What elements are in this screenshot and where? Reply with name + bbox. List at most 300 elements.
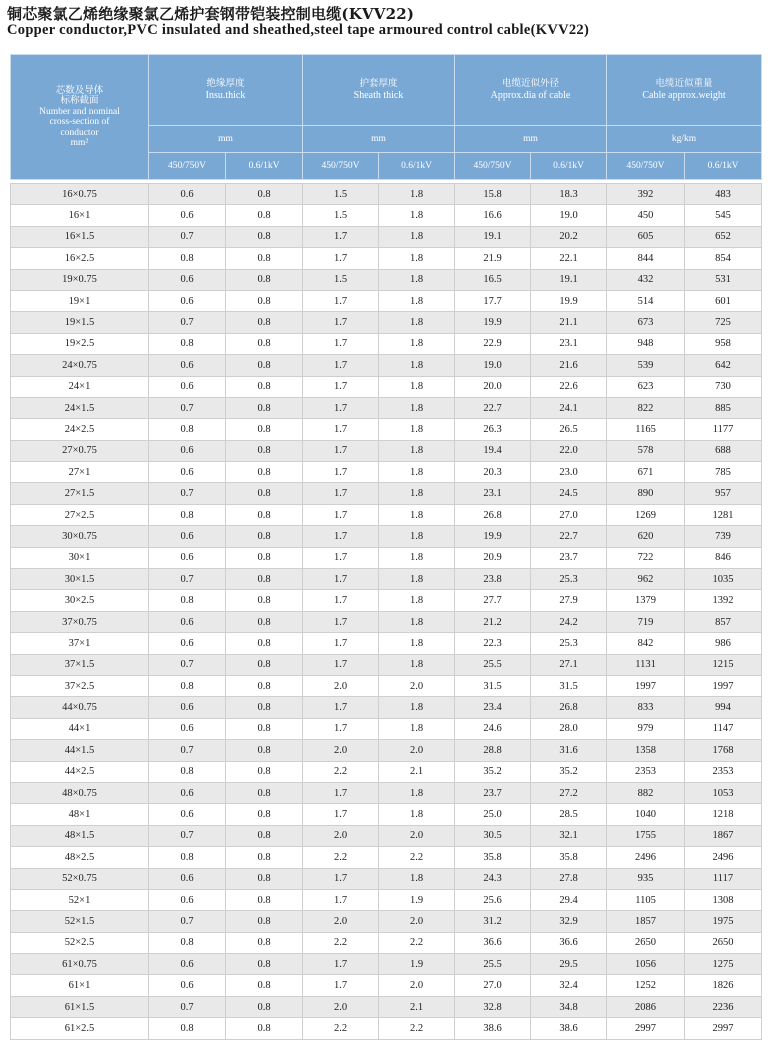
- table-cell: 1.8: [379, 569, 455, 590]
- table-cell: 27.9: [531, 590, 607, 611]
- table-cell: 25.5: [455, 654, 531, 675]
- table-cell: 0.8: [226, 419, 303, 440]
- table-cell: 1.7: [303, 504, 379, 525]
- table-cell: 19.9: [531, 290, 607, 311]
- table-cell: 32.1: [531, 825, 607, 846]
- table-cell: 0.8: [226, 975, 303, 996]
- table-cell: 1.7: [303, 462, 379, 483]
- table-cell: 23.1: [455, 483, 531, 504]
- table-cell: 0.8: [226, 697, 303, 718]
- table-cell: 16.5: [455, 269, 531, 290]
- table-row: [11, 654, 762, 675]
- table-cell: 1177: [685, 419, 762, 440]
- table-cell: 0.6: [149, 205, 226, 226]
- table-cell: 22.3: [455, 633, 531, 654]
- table-cell: 0.8: [226, 996, 303, 1017]
- table-cell: 0.8: [149, 761, 226, 782]
- table-cell: 1.7: [303, 782, 379, 803]
- table-cell: 28.5: [531, 804, 607, 825]
- conductor-size-cell: 16×1: [11, 205, 149, 226]
- header-sheath: [303, 55, 455, 126]
- table-cell: 1.7: [303, 611, 379, 632]
- table-cell: 0.8: [226, 889, 303, 910]
- table-cell: 22.1: [531, 248, 607, 269]
- table-cell: 0.8: [226, 184, 303, 205]
- table-cell: 0.7: [149, 397, 226, 418]
- table-cell: 29.4: [531, 889, 607, 910]
- table-cell: 31.6: [531, 740, 607, 761]
- table-cell: 1252: [607, 975, 685, 996]
- table-cell: 1.7: [303, 633, 379, 654]
- conductor-size-cell: 61×2.5: [11, 1018, 149, 1039]
- voltage-label: 450/750V: [455, 153, 531, 180]
- table-cell: 27.1: [531, 654, 607, 675]
- conductor-size-cell: 48×1.5: [11, 825, 149, 846]
- table-cell: 0.6: [149, 782, 226, 803]
- table-cell: 539: [607, 355, 685, 376]
- table-cell: 0.6: [149, 697, 226, 718]
- table-cell: 1768: [685, 740, 762, 761]
- table-cell: 1379: [607, 590, 685, 611]
- table-cell: 1.8: [379, 718, 455, 739]
- table-cell: 2.0: [379, 675, 455, 696]
- conductor-size-cell: 48×0.75: [11, 782, 149, 803]
- table-cell: 962: [607, 569, 685, 590]
- table-cell: 1867: [685, 825, 762, 846]
- table-cell: 673: [607, 312, 685, 333]
- table-cell: 25.3: [531, 569, 607, 590]
- table-cell: 1.7: [303, 290, 379, 311]
- table-cell: 1147: [685, 718, 762, 739]
- table-cell: 2.0: [303, 740, 379, 761]
- table-cell: 1.7: [303, 590, 379, 611]
- voltage-label: 0.6/1kV: [531, 153, 607, 180]
- table-cell: 890: [607, 483, 685, 504]
- table-cell: 0.8: [226, 397, 303, 418]
- conductor-size-cell: 16×1.5: [11, 226, 149, 247]
- table-cell: 885: [685, 397, 762, 418]
- table-cell: 1.8: [379, 269, 455, 290]
- table-cell: 0.8: [226, 226, 303, 247]
- table-row: [11, 932, 762, 953]
- header-weight: [607, 55, 762, 126]
- table-cell: 1997: [685, 675, 762, 696]
- table-cell: 1.7: [303, 440, 379, 461]
- table-cell: 2997: [685, 1018, 762, 1039]
- table-cell: 605: [607, 226, 685, 247]
- table-row: [11, 697, 762, 718]
- conductor-size-cell: 61×1.5: [11, 996, 149, 1017]
- table-cell: 0.8: [149, 847, 226, 868]
- conductor-size-cell: 24×1: [11, 376, 149, 397]
- voltage-label: 450/750V: [149, 153, 226, 180]
- header-insulation-en: Insu.thick: [205, 90, 246, 101]
- table-row: [11, 761, 762, 782]
- table-cell: 25.5: [455, 954, 531, 975]
- table-cell: 0.8: [226, 954, 303, 975]
- table-cell: 31.5: [455, 675, 531, 696]
- table-cell: 1218: [685, 804, 762, 825]
- table-cell: 16.6: [455, 205, 531, 226]
- table-cell: 958: [685, 333, 762, 354]
- table-cell: 22.6: [531, 376, 607, 397]
- table-row: [11, 804, 762, 825]
- table-cell: 26.5: [531, 419, 607, 440]
- table-cell: 1.7: [303, 376, 379, 397]
- table-cell: 35.2: [455, 761, 531, 782]
- table-cell: 0.8: [226, 462, 303, 483]
- conductor-size-cell: 37×0.75: [11, 611, 149, 632]
- header-weight-cn: 电缆近似重量: [655, 79, 713, 89]
- table-cell: 1.7: [303, 975, 379, 996]
- table-cell: 24.3: [455, 868, 531, 889]
- table-cell: 671: [607, 462, 685, 483]
- table-cell: 2086: [607, 996, 685, 1017]
- header-diameter: [455, 55, 607, 126]
- table-cell: 24.1: [531, 397, 607, 418]
- conductor-size-cell: 24×0.75: [11, 355, 149, 376]
- conductor-size-cell: 19×1.5: [11, 312, 149, 333]
- table-cell: 2.0: [379, 825, 455, 846]
- table-cell: 0.8: [226, 569, 303, 590]
- conductor-size-cell: 24×1.5: [11, 397, 149, 418]
- table-cell: 483: [685, 184, 762, 205]
- table-cell: 1056: [607, 954, 685, 975]
- header-conductor-line: cross-section of: [49, 117, 110, 127]
- table-cell: 2.2: [303, 761, 379, 782]
- table-cell: 2.2: [303, 847, 379, 868]
- table-cell: 739: [685, 526, 762, 547]
- table-cell: 0.8: [226, 911, 303, 932]
- title-english: Copper conductor,PVC insulated and sheathed,steel tape armoured control cable(KVV22): [7, 22, 590, 38]
- table-cell: 2353: [685, 761, 762, 782]
- table-cell: 1.7: [303, 547, 379, 568]
- table-cell: 27.2: [531, 782, 607, 803]
- table-cell: 0.7: [149, 483, 226, 504]
- table-cell: 2.2: [379, 847, 455, 868]
- table-cell: 35.2: [531, 761, 607, 782]
- table-cell: 25.3: [531, 633, 607, 654]
- table-cell: 994: [685, 697, 762, 718]
- table-cell: 2.2: [379, 1018, 455, 1039]
- table-cell: 21.9: [455, 248, 531, 269]
- table-cell: 1.7: [303, 248, 379, 269]
- table-cell: 35.8: [455, 847, 531, 868]
- table-cell: 1.7: [303, 226, 379, 247]
- table-cell: 1857: [607, 911, 685, 932]
- table-cell: 2.2: [379, 932, 455, 953]
- table-cell: 32.8: [455, 996, 531, 1017]
- table-cell: 1.8: [379, 654, 455, 675]
- table-cell: 450: [607, 205, 685, 226]
- table-cell: 1.8: [379, 462, 455, 483]
- table-cell: 1035: [685, 569, 762, 590]
- table-cell: 0.8: [149, 504, 226, 525]
- table-row: [11, 248, 762, 269]
- table-cell: 22.0: [531, 440, 607, 461]
- title-chinese: 铜芯聚氯乙烯绝缘聚氯乙烯护套钢带铠装控制电缆(KVV22): [7, 5, 415, 23]
- table-cell: 0.7: [149, 996, 226, 1017]
- table-cell: 0.8: [226, 312, 303, 333]
- table-cell: 0.6: [149, 269, 226, 290]
- table-cell: 2997: [607, 1018, 685, 1039]
- table-row: [11, 611, 762, 632]
- table-row: [11, 675, 762, 696]
- cable-spec-table: [10, 54, 762, 1040]
- table-cell: 20.0: [455, 376, 531, 397]
- table-cell: 36.6: [455, 932, 531, 953]
- table-cell: 28.0: [531, 718, 607, 739]
- table-cell: 1215: [685, 654, 762, 675]
- table-cell: 23.0: [531, 462, 607, 483]
- table-row: [11, 205, 762, 226]
- table-cell: 722: [607, 547, 685, 568]
- table-cell: 1975: [685, 911, 762, 932]
- table-row: [11, 462, 762, 483]
- table-cell: 24.2: [531, 611, 607, 632]
- table-cell: 1755: [607, 825, 685, 846]
- table-cell: 0.8: [226, 355, 303, 376]
- table-cell: 31.5: [531, 675, 607, 696]
- table-cell: 0.8: [226, 205, 303, 226]
- voltage-label: 0.6/1kV: [226, 153, 303, 180]
- unit-insulation: mm: [149, 126, 303, 153]
- table-cell: 2.0: [303, 996, 379, 1017]
- table-cell: 1.8: [379, 333, 455, 354]
- table-cell: 1053: [685, 782, 762, 803]
- table-cell: 1.8: [379, 547, 455, 568]
- table-cell: 1392: [685, 590, 762, 611]
- table-cell: 1.5: [303, 269, 379, 290]
- table-cell: 2496: [607, 847, 685, 868]
- table-cell: 0.6: [149, 718, 226, 739]
- table-cell: 0.7: [149, 825, 226, 846]
- table-cell: 19.1: [531, 269, 607, 290]
- table-cell: 1.7: [303, 804, 379, 825]
- unit-sheath: mm: [303, 126, 455, 153]
- table-cell: 882: [607, 782, 685, 803]
- table-cell: 1040: [607, 804, 685, 825]
- table-cell: 29.5: [531, 954, 607, 975]
- table-cell: 785: [685, 462, 762, 483]
- table-cell: 0.7: [149, 226, 226, 247]
- table-cell: 1.7: [303, 569, 379, 590]
- conductor-size-cell: 27×1: [11, 462, 149, 483]
- table-cell: 0.6: [149, 462, 226, 483]
- table-cell: 1.7: [303, 397, 379, 418]
- conductor-size-cell: 27×2.5: [11, 504, 149, 525]
- table-cell: 0.6: [149, 611, 226, 632]
- table-cell: 1.7: [303, 718, 379, 739]
- table-cell: 22.7: [455, 397, 531, 418]
- table-cell: 688: [685, 440, 762, 461]
- table-cell: 34.8: [531, 996, 607, 1017]
- table-row: [11, 504, 762, 525]
- table-cell: 0.8: [226, 761, 303, 782]
- conductor-size-cell: 27×0.75: [11, 440, 149, 461]
- table-cell: 22.7: [531, 526, 607, 547]
- table-cell: 0.8: [226, 440, 303, 461]
- table-cell: 21.2: [455, 611, 531, 632]
- conductor-size-cell: 52×0.75: [11, 868, 149, 889]
- table-cell: 19.4: [455, 440, 531, 461]
- table-cell: 0.8: [226, 1018, 303, 1039]
- table-cell: 15.8: [455, 184, 531, 205]
- header-conductor-line: mm²: [70, 138, 89, 148]
- table-cell: 20.3: [455, 462, 531, 483]
- unit-diameter: mm: [455, 126, 607, 153]
- table-cell: 23.7: [531, 547, 607, 568]
- table-cell: 0.8: [226, 248, 303, 269]
- table-cell: 1.8: [379, 440, 455, 461]
- conductor-size-cell: 44×1.5: [11, 740, 149, 761]
- table-cell: 17.7: [455, 290, 531, 311]
- table-cell: 21.1: [531, 312, 607, 333]
- table-cell: 24.5: [531, 483, 607, 504]
- table-row: [11, 483, 762, 504]
- table-cell: 2496: [685, 847, 762, 868]
- table-cell: 1.8: [379, 248, 455, 269]
- table-cell: 1.8: [379, 697, 455, 718]
- table-cell: 0.7: [149, 740, 226, 761]
- table-cell: 25.6: [455, 889, 531, 910]
- table-row: [11, 825, 762, 846]
- table-cell: 31.2: [455, 911, 531, 932]
- table-cell: 0.6: [149, 355, 226, 376]
- conductor-size-cell: 52×1.5: [11, 911, 149, 932]
- table-cell: 20.9: [455, 547, 531, 568]
- table-cell: 2353: [607, 761, 685, 782]
- table-cell: 2.0: [303, 675, 379, 696]
- table-cell: 1.8: [379, 397, 455, 418]
- conductor-size-cell: 30×2.5: [11, 590, 149, 611]
- table-row: [11, 269, 762, 290]
- table-row: [11, 633, 762, 654]
- table-cell: 26.8: [455, 504, 531, 525]
- table-cell: 0.6: [149, 975, 226, 996]
- table-row: [11, 847, 762, 868]
- table-cell: 2650: [685, 932, 762, 953]
- table-cell: 0.8: [226, 825, 303, 846]
- conductor-size-cell: 48×2.5: [11, 847, 149, 868]
- table-row: [11, 397, 762, 418]
- table-cell: 1.9: [379, 889, 455, 910]
- table-row: [11, 419, 762, 440]
- conductor-size-cell: 37×2.5: [11, 675, 149, 696]
- table-cell: 0.6: [149, 954, 226, 975]
- table-cell: 0.8: [226, 782, 303, 803]
- header-insulation: [149, 55, 303, 126]
- header-insulation-cn: 绝缘厚度: [206, 79, 245, 89]
- table-cell: 23.8: [455, 569, 531, 590]
- table-cell: 0.8: [149, 1018, 226, 1039]
- table-cell: 1.7: [303, 697, 379, 718]
- table-cell: 32.4: [531, 975, 607, 996]
- conductor-size-cell: 24×2.5: [11, 419, 149, 440]
- table-cell: 1105: [607, 889, 685, 910]
- table-cell: 514: [607, 290, 685, 311]
- table-cell: 0.6: [149, 889, 226, 910]
- conductor-size-cell: 44×1: [11, 718, 149, 739]
- table-cell: 1275: [685, 954, 762, 975]
- table-cell: 1.8: [379, 868, 455, 889]
- table-cell: 2.1: [379, 996, 455, 1017]
- conductor-size-cell: 44×2.5: [11, 761, 149, 782]
- table-cell: 19.0: [531, 205, 607, 226]
- table-row: [11, 1018, 762, 1039]
- conductor-size-cell: 30×1: [11, 547, 149, 568]
- table-cell: 1.7: [303, 526, 379, 547]
- table-cell: 1.8: [379, 376, 455, 397]
- table-row: [11, 184, 762, 205]
- header-sheath-cn: 护套厚度: [359, 79, 398, 89]
- table-cell: 19.9: [455, 526, 531, 547]
- table-cell: 2.0: [379, 740, 455, 761]
- header-weight-en: Cable approx.weight: [642, 90, 726, 101]
- table-cell: 0.8: [149, 333, 226, 354]
- table-cell: 0.8: [226, 932, 303, 953]
- header-conductor-line: 标称截面: [60, 96, 99, 106]
- table-cell: 24.6: [455, 718, 531, 739]
- voltage-label: 450/750V: [607, 153, 685, 180]
- table-cell: 38.6: [531, 1018, 607, 1039]
- table-row: [11, 290, 762, 311]
- table-cell: 23.1: [531, 333, 607, 354]
- table-cell: 25.0: [455, 804, 531, 825]
- header-conductor-line: Number and nominal: [39, 106, 120, 117]
- table-cell: 0.8: [149, 590, 226, 611]
- table-cell: 0.7: [149, 569, 226, 590]
- table-row: [11, 333, 762, 354]
- table-cell: 1.5: [303, 184, 379, 205]
- table-cell: 2.0: [303, 911, 379, 932]
- table-cell: 1.7: [303, 419, 379, 440]
- table-cell: 1281: [685, 504, 762, 525]
- table-row: [11, 740, 762, 761]
- header-conductor: [11, 55, 149, 180]
- table-cell: 432: [607, 269, 685, 290]
- table-row: [11, 355, 762, 376]
- table-row: [11, 547, 762, 568]
- conductor-size-cell: 52×2.5: [11, 932, 149, 953]
- table-cell: 578: [607, 440, 685, 461]
- table-row: [11, 226, 762, 247]
- table-cell: 833: [607, 697, 685, 718]
- table-cell: 26.3: [455, 419, 531, 440]
- table-row: [11, 782, 762, 803]
- table-row: [11, 376, 762, 397]
- table-cell: 2650: [607, 932, 685, 953]
- table-cell: 2.1: [379, 761, 455, 782]
- table-cell: 822: [607, 397, 685, 418]
- table-cell: 30.5: [455, 825, 531, 846]
- conductor-size-cell: 16×2.5: [11, 248, 149, 269]
- table-cell: 719: [607, 611, 685, 632]
- table-cell: 26.8: [531, 697, 607, 718]
- table-cell: 1.7: [303, 355, 379, 376]
- table-cell: 0.8: [226, 847, 303, 868]
- conductor-size-cell: 16×0.75: [11, 184, 149, 205]
- table-cell: 0.8: [226, 611, 303, 632]
- table-cell: 0.6: [149, 526, 226, 547]
- voltage-label: 0.6/1kV: [379, 153, 455, 180]
- table-cell: 0.8: [226, 504, 303, 525]
- table-cell: 0.8: [226, 590, 303, 611]
- table-cell: 35.8: [531, 847, 607, 868]
- table-row: [11, 569, 762, 590]
- table-cell: 1.7: [303, 312, 379, 333]
- voltage-label: 450/750V: [303, 153, 379, 180]
